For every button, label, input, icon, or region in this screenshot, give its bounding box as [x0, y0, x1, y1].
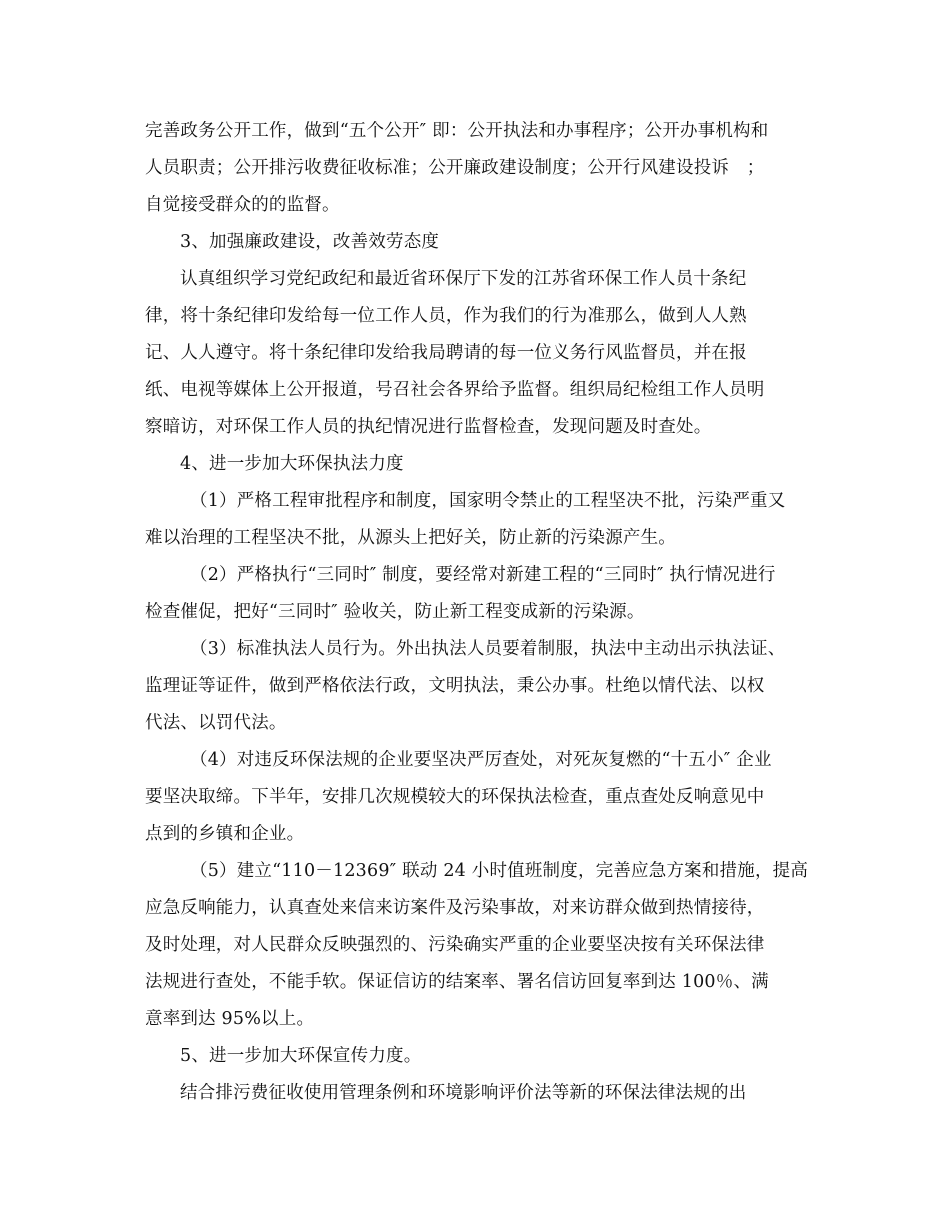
text-line: 法规进行查处，不能手软。保证信访的结案率、署名信访回复率到达 100％、满 — [145, 972, 769, 992]
text-line: 律，将十条纪律印发给每一位工作人员，作为我们的行为准那么，做到人人熟 — [145, 306, 747, 326]
text-line: 完善政务公开工作，做到“五个公开″ 即：公开执法和办事程序；公开办事机构和 — [145, 121, 769, 141]
text-line: 人员职责；公开排污收费征收标准；公开廉政建设制度；公开行风建设投诉 ； — [145, 158, 765, 178]
text-line: 要坚决取缔。下半年，安排几次规模较大的环保执法检查，重点查处反响意见中 — [145, 787, 765, 807]
section-heading: 4、进一步加大环保执法力度 — [180, 454, 404, 474]
text-line: 及时处理，对人民群众反映强烈的、污染确实严重的企业要坚决按有关环保法律 — [145, 935, 765, 955]
text-line: 纸、电视等媒体上公开报道，号召社会各界给予监督。组织局纪检组工作人员明 — [145, 380, 765, 400]
text-line: 意率到达 95%以上。 — [145, 1009, 315, 1029]
text-line: 代法、以罚代法。 — [145, 713, 287, 733]
text-line: 点到的乡镇和企业。 — [145, 824, 305, 844]
text-line: 监理证等证件，做到严格依法行政，文明执法，秉公办事。杜绝以情代法、以权 — [145, 676, 765, 696]
text-line: （3）标准执法人员行为。外出执法人员要着制服，执法中主动出示执法证、 — [190, 639, 786, 659]
text-line: （1）严格工程审批程序和制度，国家明令禁止的工程坚决不批，污染严重又 — [190, 491, 786, 511]
text-line: 难以治理的工程坚决不批，从源头上把好关，防止新的污染源产生。 — [145, 528, 676, 548]
section-heading: 5、进一步加大环保宣传力度。 — [180, 1046, 422, 1066]
text-line: （4）对违反环保法规的企业要坚决严厉查处，对死灰复燃的“十五小″ 企业 — [190, 750, 772, 770]
section-heading: 3、加强廉政建设，改善效劳态度 — [180, 232, 440, 252]
text-line: 察暗访，对环保工作人员的执纪情况进行监督检查，发现问题及时查处。 — [145, 417, 712, 437]
text-line: 结合排污费征收使用管理条例和环境影响评价法等新的环保法律法规的出 — [180, 1083, 747, 1103]
text-line: （5）建立“110－12369″ 联动 24 小时值班制度，完善应急方案和措施，提高 — [190, 861, 809, 881]
text-line: （2）严格执行“三同时″ 制度，要经常对新建工程的“三同时″ 执行情况进行 — [190, 565, 776, 585]
text-line: 应急反响能力，认真查处来信来访案件及污染事故，对来访群众做到热情接待， — [145, 898, 765, 918]
text-line: 检查催促，把好“三同时″ 验收关，防止新工程变成新的污染源。 — [145, 602, 645, 622]
text-line: 自觉接受群众的的监督。 — [145, 195, 340, 215]
text-line: 记、人人遵守。将十条纪律印发给我局聘请的每一位义务行风监督员，并在报 — [145, 343, 747, 363]
text-line: 认真组织学习党纪政纪和最近省环保厅下发的江苏省环保工作人员十条纪 — [180, 269, 747, 289]
